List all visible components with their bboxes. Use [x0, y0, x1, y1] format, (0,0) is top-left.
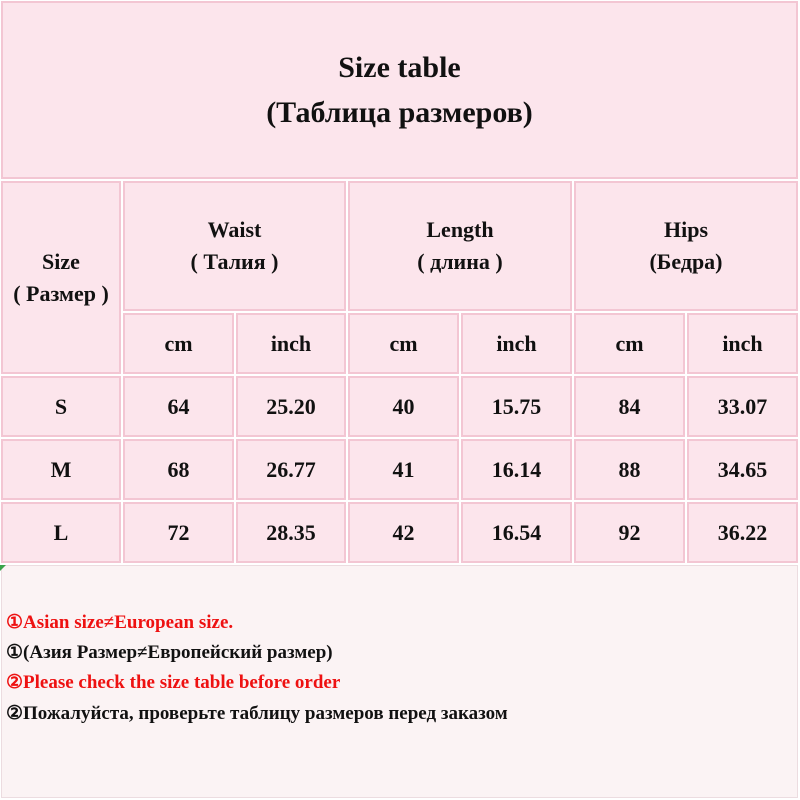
header-length-ru: ( длина )	[417, 249, 503, 274]
row-s-waist-cm: 64	[123, 376, 234, 437]
row-s-length-inch: 15.75	[461, 376, 572, 437]
row-s-waist-inch: 25.20	[236, 376, 346, 437]
row-l-hips-inch: 36.22	[687, 502, 798, 563]
header-hips-ru: (Бедра)	[649, 249, 723, 274]
row-s-length-cm: 40	[348, 376, 459, 437]
row-l-length-cm: 42	[348, 502, 459, 563]
header-hips-en: Hips	[663, 217, 709, 242]
corner-mark	[0, 565, 6, 571]
row-m-waist-cm: 68	[123, 439, 234, 500]
header-waist-en: Waist	[207, 217, 262, 242]
row-l-size: L	[1, 502, 121, 563]
unit-hips-cm: cm	[574, 313, 685, 374]
row-m-length-inch: 16.14	[461, 439, 572, 500]
unit-length-inch: inch	[461, 313, 572, 374]
row-l-length-inch: 16.54	[461, 502, 572, 563]
row-s-size: S	[1, 376, 121, 437]
header-size-en: Size	[42, 248, 80, 274]
header-length-en: Length	[426, 217, 494, 242]
header-hips	[574, 181, 798, 311]
title-english: Size table	[338, 51, 461, 84]
notes-panel	[1, 565, 798, 798]
note-check-table-ru: ②Пожалуйста, проверьте таблицу размеров перед заказом	[6, 703, 508, 724]
header-waist-ru: ( Талия )	[190, 249, 279, 274]
row-m-waist-inch: 26.77	[236, 439, 346, 500]
row-m-hips-cm: 88	[574, 439, 685, 500]
row-l-hips-cm: 92	[574, 502, 685, 563]
unit-hips-inch: inch	[687, 313, 798, 374]
header-waist	[123, 181, 346, 311]
unit-waist-cm: cm	[123, 313, 234, 374]
row-l-waist-inch: 28.35	[236, 502, 346, 563]
note-asian-size-ru: ①(Азия Размер≠Европейский размер)	[6, 642, 333, 663]
row-s-hips-cm: 84	[574, 376, 685, 437]
row-m-length-cm: 41	[348, 439, 459, 500]
title-box	[1, 1, 798, 179]
note-asian-size-en: ①Asian size≠European size.	[6, 612, 234, 633]
header-size-ru: ( Размер )	[13, 280, 109, 306]
row-m-hips-inch: 34.65	[687, 439, 798, 500]
header-length	[348, 181, 572, 311]
row-l-waist-cm: 72	[123, 502, 234, 563]
unit-length-cm: cm	[348, 313, 459, 374]
row-m-size: M	[1, 439, 121, 500]
row-s-hips-inch: 33.07	[687, 376, 798, 437]
unit-waist-inch: inch	[236, 313, 346, 374]
note-check-table-en: ②Please check the size table before order	[6, 672, 341, 693]
header-size	[1, 181, 121, 374]
title-russian: (Таблица размеров)	[266, 96, 533, 129]
